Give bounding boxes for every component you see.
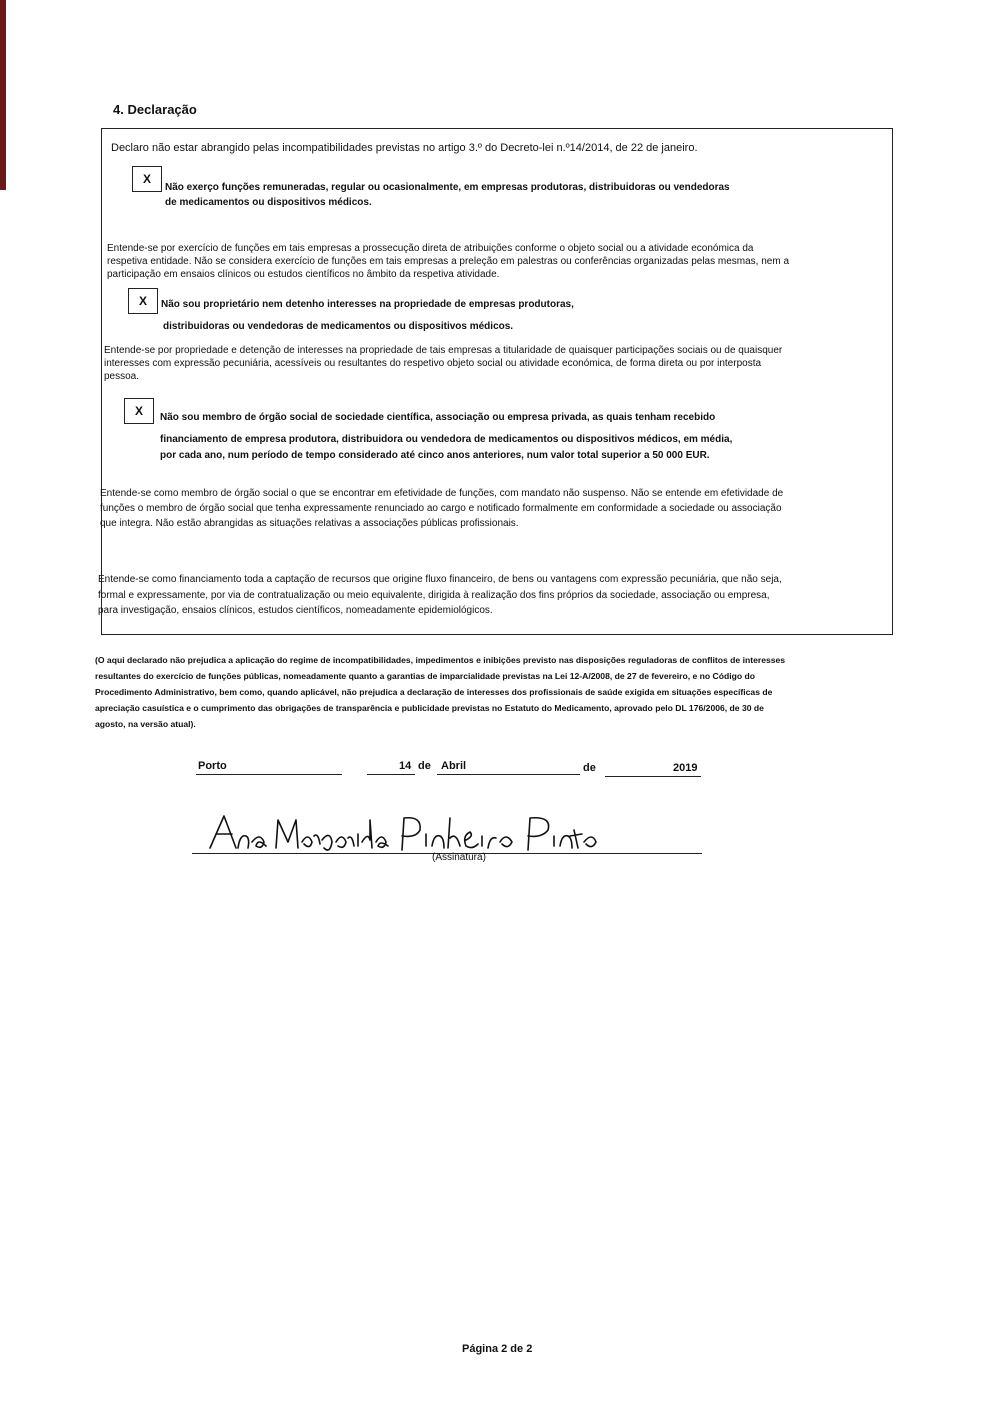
- declaration-intro: Declaro não estar abrangido pelas incompatibilidades previstas no artigo 3.º do Decreto-lei n.º14/2014, de 22 de janeiro.: [111, 142, 698, 154]
- place-underline: [196, 774, 342, 775]
- explanation-1-line-3: participação em ensaios clínicos ou estudos científicos no âmbito da respetiva atividade.: [107, 269, 500, 280]
- explanation-2-line-2: interesses com expressão pecuniária, acessíveis ou resultantes do respetivo objeto social ou atividade económica, de forma direta ou por interposta: [104, 358, 762, 369]
- item-3-line-3: por cada ano, num período de tempo considerado até cinco anos anteriores, num valor total superior a 50 000 EUR.: [160, 450, 710, 461]
- explanation-3-line-1: Entende-se como membro de órgão social o que se encontrar em efetividade de funções, com mandato não suspenso. Não se entende em efetividade de: [100, 488, 784, 499]
- item-1-line-1: Não exerço funções remuneradas, regular ou ocasionalmente, em empresas produtoras, distribuidoras ou vendedoras: [165, 182, 730, 193]
- item-2-line-1: Não sou proprietário nem detenho interesses na propriedade de empresas produtoras,: [161, 299, 574, 310]
- month-underline: [437, 774, 580, 775]
- legal-note-line-1: (O aqui declarado não prejudica a aplicação do regime de incompatibilidades, impedimentos e inibições previsto nas disposições reguladoras de conflitos de interesses: [95, 655, 786, 665]
- date-de-1: de: [418, 760, 431, 772]
- checkbox-no-ownership[interactable]: X: [128, 288, 158, 314]
- item-2-line-2: distribuidoras ou vendedoras de medicamentos ou dispositivos médicos.: [163, 321, 514, 332]
- place-field[interactable]: Porto: [198, 760, 227, 772]
- item-3-line-1: Não sou membro de órgão social de sociedade científica, associação ou empresa privada, as quais tenham recebido: [160, 412, 716, 423]
- item-1-line-2: de medicamentos ou dispositivos médicos.: [165, 197, 372, 208]
- explanation-1-line-2: respetiva entidade. Não se considera exercício de funções em tais empresas a preleção em palestras ou conferências organizadas pelas mesmas, nem a: [107, 256, 790, 267]
- explanation-2-line-1: Entende-se por propriedade e detenção de interesses na propriedade de tais empresas a titularidade de quaisquer participações sociais ou de quaisquer: [104, 345, 783, 356]
- item-3-line-2: financiamento de empresa produtora, distribuidora ou vendedora de medicamentos ou dispositivos médicos, em média,: [160, 434, 733, 445]
- explanation-3-line-3: que integra. Não estão abrangidas as situações relativas a associações públicas profissionais.: [100, 518, 519, 529]
- legal-note-line-4: apreciação casuística e o cumprimento das obrigações de transparência e publicidade previstas no Estatuto do Medicamento, aprovado pelo DL 176/2006, de 30 de: [95, 703, 764, 713]
- legal-note-line-2: resultantes do exercício de funções públicas, nomeadamente quanto a garantias de imparcialidade previstas na Lei 12-A/2008, de 27 de fevereiro, e no Código do: [95, 671, 756, 681]
- legal-note-line-5: agosto, na versão atual).: [95, 719, 196, 729]
- day-underline: [367, 774, 415, 775]
- explanation-4-line-2: formal e expressamente, por via de contratualização ou meio equivalente, dirigida à realização dos fins próprios da sociedade, associação ou empresa,: [98, 590, 770, 601]
- legal-note: [95, 652, 885, 732]
- signature-label: (Assinatura): [432, 852, 486, 863]
- legal-note-line-3: Procedimento Administrativo, bem como, quando aplicável, não prejudica a declaração de interesses dos profissionais de saúde exigida em situações específicas de: [95, 687, 773, 697]
- section-title: 4. Declaração: [113, 102, 197, 117]
- day-field[interactable]: 14: [399, 760, 412, 772]
- year-field[interactable]: 2019: [673, 762, 698, 774]
- month-field[interactable]: Abril: [441, 760, 467, 772]
- explanation-1-line-1: Entende-se por exercício de funções em tais empresas a prossecução direta de atribuições conforme o objeto social ou a atividade económica da: [107, 243, 754, 254]
- checkbox-no-paid-functions[interactable]: X: [132, 166, 162, 192]
- year-underline: [605, 776, 701, 777]
- explanation-4-line-1: Entende-se como financiamento toda a captação de recursos que origine fluxo financeiro, de bens ou vantagens com expressão pecuniária, que não seja,: [98, 574, 782, 585]
- explanation-3-line-2: funções o membro de órgão social que tenha expressamente renunciado ao cargo e notificado formalmente em conformidade a sociedade ou associação: [100, 503, 782, 514]
- scan-edge: [0, 0, 6, 190]
- handwritten-signature: [190, 808, 710, 856]
- explanation-4-line-3: para investigação, ensaios clínicos, estudos científicos, nomeadamente epidemiológicos.: [98, 605, 493, 616]
- date-de-2: de: [583, 762, 596, 774]
- explanation-2-line-3: pessoa.: [104, 371, 140, 382]
- checkbox-no-board-membership[interactable]: X: [124, 398, 154, 424]
- page-number: Página 2 de 2: [462, 1343, 533, 1355]
